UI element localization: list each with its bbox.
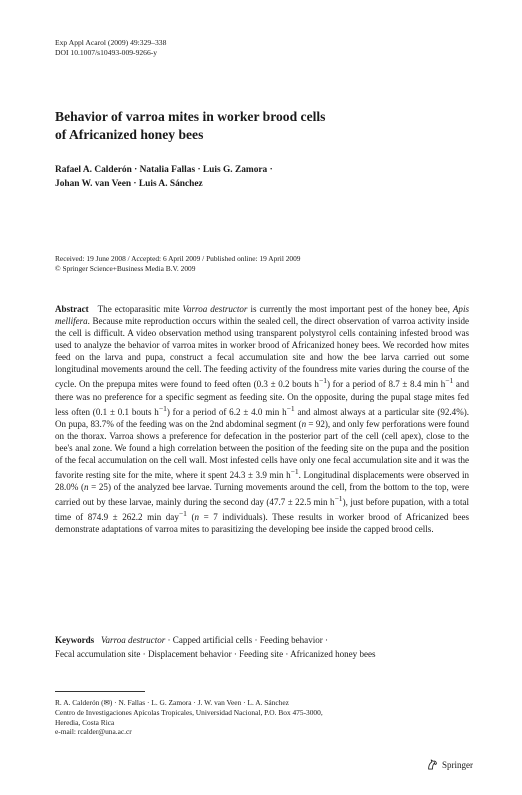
- abstract-text: is currently the most important pest of the honey bee,: [247, 304, 453, 314]
- abstract-text: . Because mite reproduction occurs within the sealed cell, the direct observation of varroa activity inside the cell is difficult. A video observation method using transparent polystyrol cells containing infested brood was used to analyze the behavior of varroa mites in worker brood of Africanized honey bees. We recorded how mites feed on the larva and pupa, construct a fecal accumulation site and how the bee larva carried out some longitudinal movements around the cell. The feeding activity of the foundress mite varies during the course of the cycle. On the prepupa mites were found to feed often (0.3 ± 0.2 bouts h: [55, 316, 469, 390]
- species-name: Varroa destructor: [182, 304, 248, 314]
- abstract-text: ) for a period of 6.2 ± 4.0 min h: [166, 406, 287, 417]
- abstract-text: = 92), and only few perforations were found on the thorax. Varroa shows a preference for defecation in the posterior part of the cell (cell apex), close to the bee's anal zone. We found a high correlation between the position of the feeding site on the pupa and the position of the fecal accumulation on the cell wall. Most infested cells have only one fecal accumulation site and it was the favorite resting site for the mite, where it spent 24.3 ± 3.9 min h: [55, 418, 469, 481]
- footnote-divider: [55, 691, 145, 692]
- abstract-text: ), just before pupation, with a total time of 874.9 ± 262.2 min day: [55, 497, 469, 523]
- title-line-1: Behavior of varroa mites in worker brood cells: [55, 109, 326, 124]
- abstract-text: = 25) of the analyzed bee larvae. Turning movements around the cell, from the bottom to the top, were carried out by these larvae, mainly during the second day (47.7 ± 22.5 min h: [55, 482, 469, 508]
- superscript: −1: [290, 467, 299, 477]
- sample-size-symbol: n: [194, 512, 199, 523]
- publisher-name: Springer: [442, 759, 473, 770]
- springer-horse-icon: [426, 758, 439, 771]
- keywords-label: Keywords: [55, 635, 95, 645]
- superscript: −1: [286, 403, 295, 413]
- sample-size-symbol: n: [84, 482, 89, 493]
- author-affiliation: [55, 698, 475, 737]
- keywords: [55, 633, 475, 661]
- superscript: −1: [178, 509, 187, 519]
- author-list: [55, 163, 475, 191]
- abstract-text: ) for a period of 8.7 ± 8.4 min h: [326, 379, 446, 390]
- affiliation-authors: R. A. Calderón (✉) · N. Fallas · L. G. Zamora · J. W. van Veen · L. A. Sánchez: [55, 698, 289, 707]
- affiliation-institution: Centro de Investigaciones Apícolas Tropicales, Universidad Nacional, P.O. Box 475-3000,: [55, 707, 323, 717]
- paper-title: [55, 108, 475, 144]
- keywords-line-1-rest: · Capped artificial cells · Feeding behavior ·: [165, 635, 329, 645]
- keyword-species: Varroa destructor: [101, 635, 166, 645]
- abstract-label: Abstract: [55, 304, 89, 314]
- abstract-text: The ectoparasitic mite: [97, 304, 183, 314]
- superscript: −1: [445, 376, 454, 386]
- superscript: −1: [158, 403, 167, 413]
- abstract-text: . Longitudinal displacements were observed in 28.0% (: [55, 470, 469, 493]
- publication-history: [55, 254, 475, 274]
- history-dates: Received: 19 June 2008 / Accepted: 6 April 2009 / Published online: 19 April 2009: [55, 254, 301, 263]
- authors-line-1: Rafael A. Calderón · Natalia Fallas · Luis G. Zamora ·: [55, 165, 273, 175]
- journal-citation: Exp Appl Acarol (2009) 49:329–338: [55, 38, 167, 47]
- sample-size-symbol: n: [301, 418, 307, 429]
- abstract-text: = 7 individuals). These results in worker brood of Africanized bees demonstrate adaptations of varroa mites to parasitizing the developing bee inside the capped brood cells.: [55, 512, 470, 535]
- title-line-2: of Africanized honey bees: [55, 127, 204, 142]
- abstract-text: (: [186, 512, 195, 523]
- species-name: Apis mellifera: [55, 304, 469, 327]
- superscript: −1: [318, 376, 327, 386]
- journal-header: [55, 38, 166, 58]
- journal-doi: DOI 10.1007/s10493-009-9266-y: [55, 48, 158, 57]
- superscript: −1: [334, 494, 343, 504]
- abstract-text: and almost always at a particular site (92.4%). On pupa, 83.7% of the feeding was on the 2nd abdominal segment (: [55, 406, 470, 429]
- abstract: [55, 303, 469, 535]
- keywords-line-1: [55, 633, 475, 647]
- copyright-notice: © Springer Science+Business Media B.V. 2009: [55, 264, 196, 273]
- publisher-logo: [426, 758, 473, 771]
- affiliation-email: e-mail: rcalder@una.ac.cr: [55, 727, 132, 737]
- authors-line-2: Johan W. van Veen · Luis A. Sánchez: [55, 179, 203, 189]
- affiliation-location: Heredia, Costa Rica: [55, 717, 115, 727]
- abstract-text: and there was no preference for a specific segment as feeding site. On the opposite, during the pupal stage mites fed less often (0.1 ± 0.1 bouts h: [55, 379, 469, 417]
- keywords-line-2: Fecal accumulation site · Displacement behavior · Feeding site · Africanized honey bees: [55, 649, 376, 659]
